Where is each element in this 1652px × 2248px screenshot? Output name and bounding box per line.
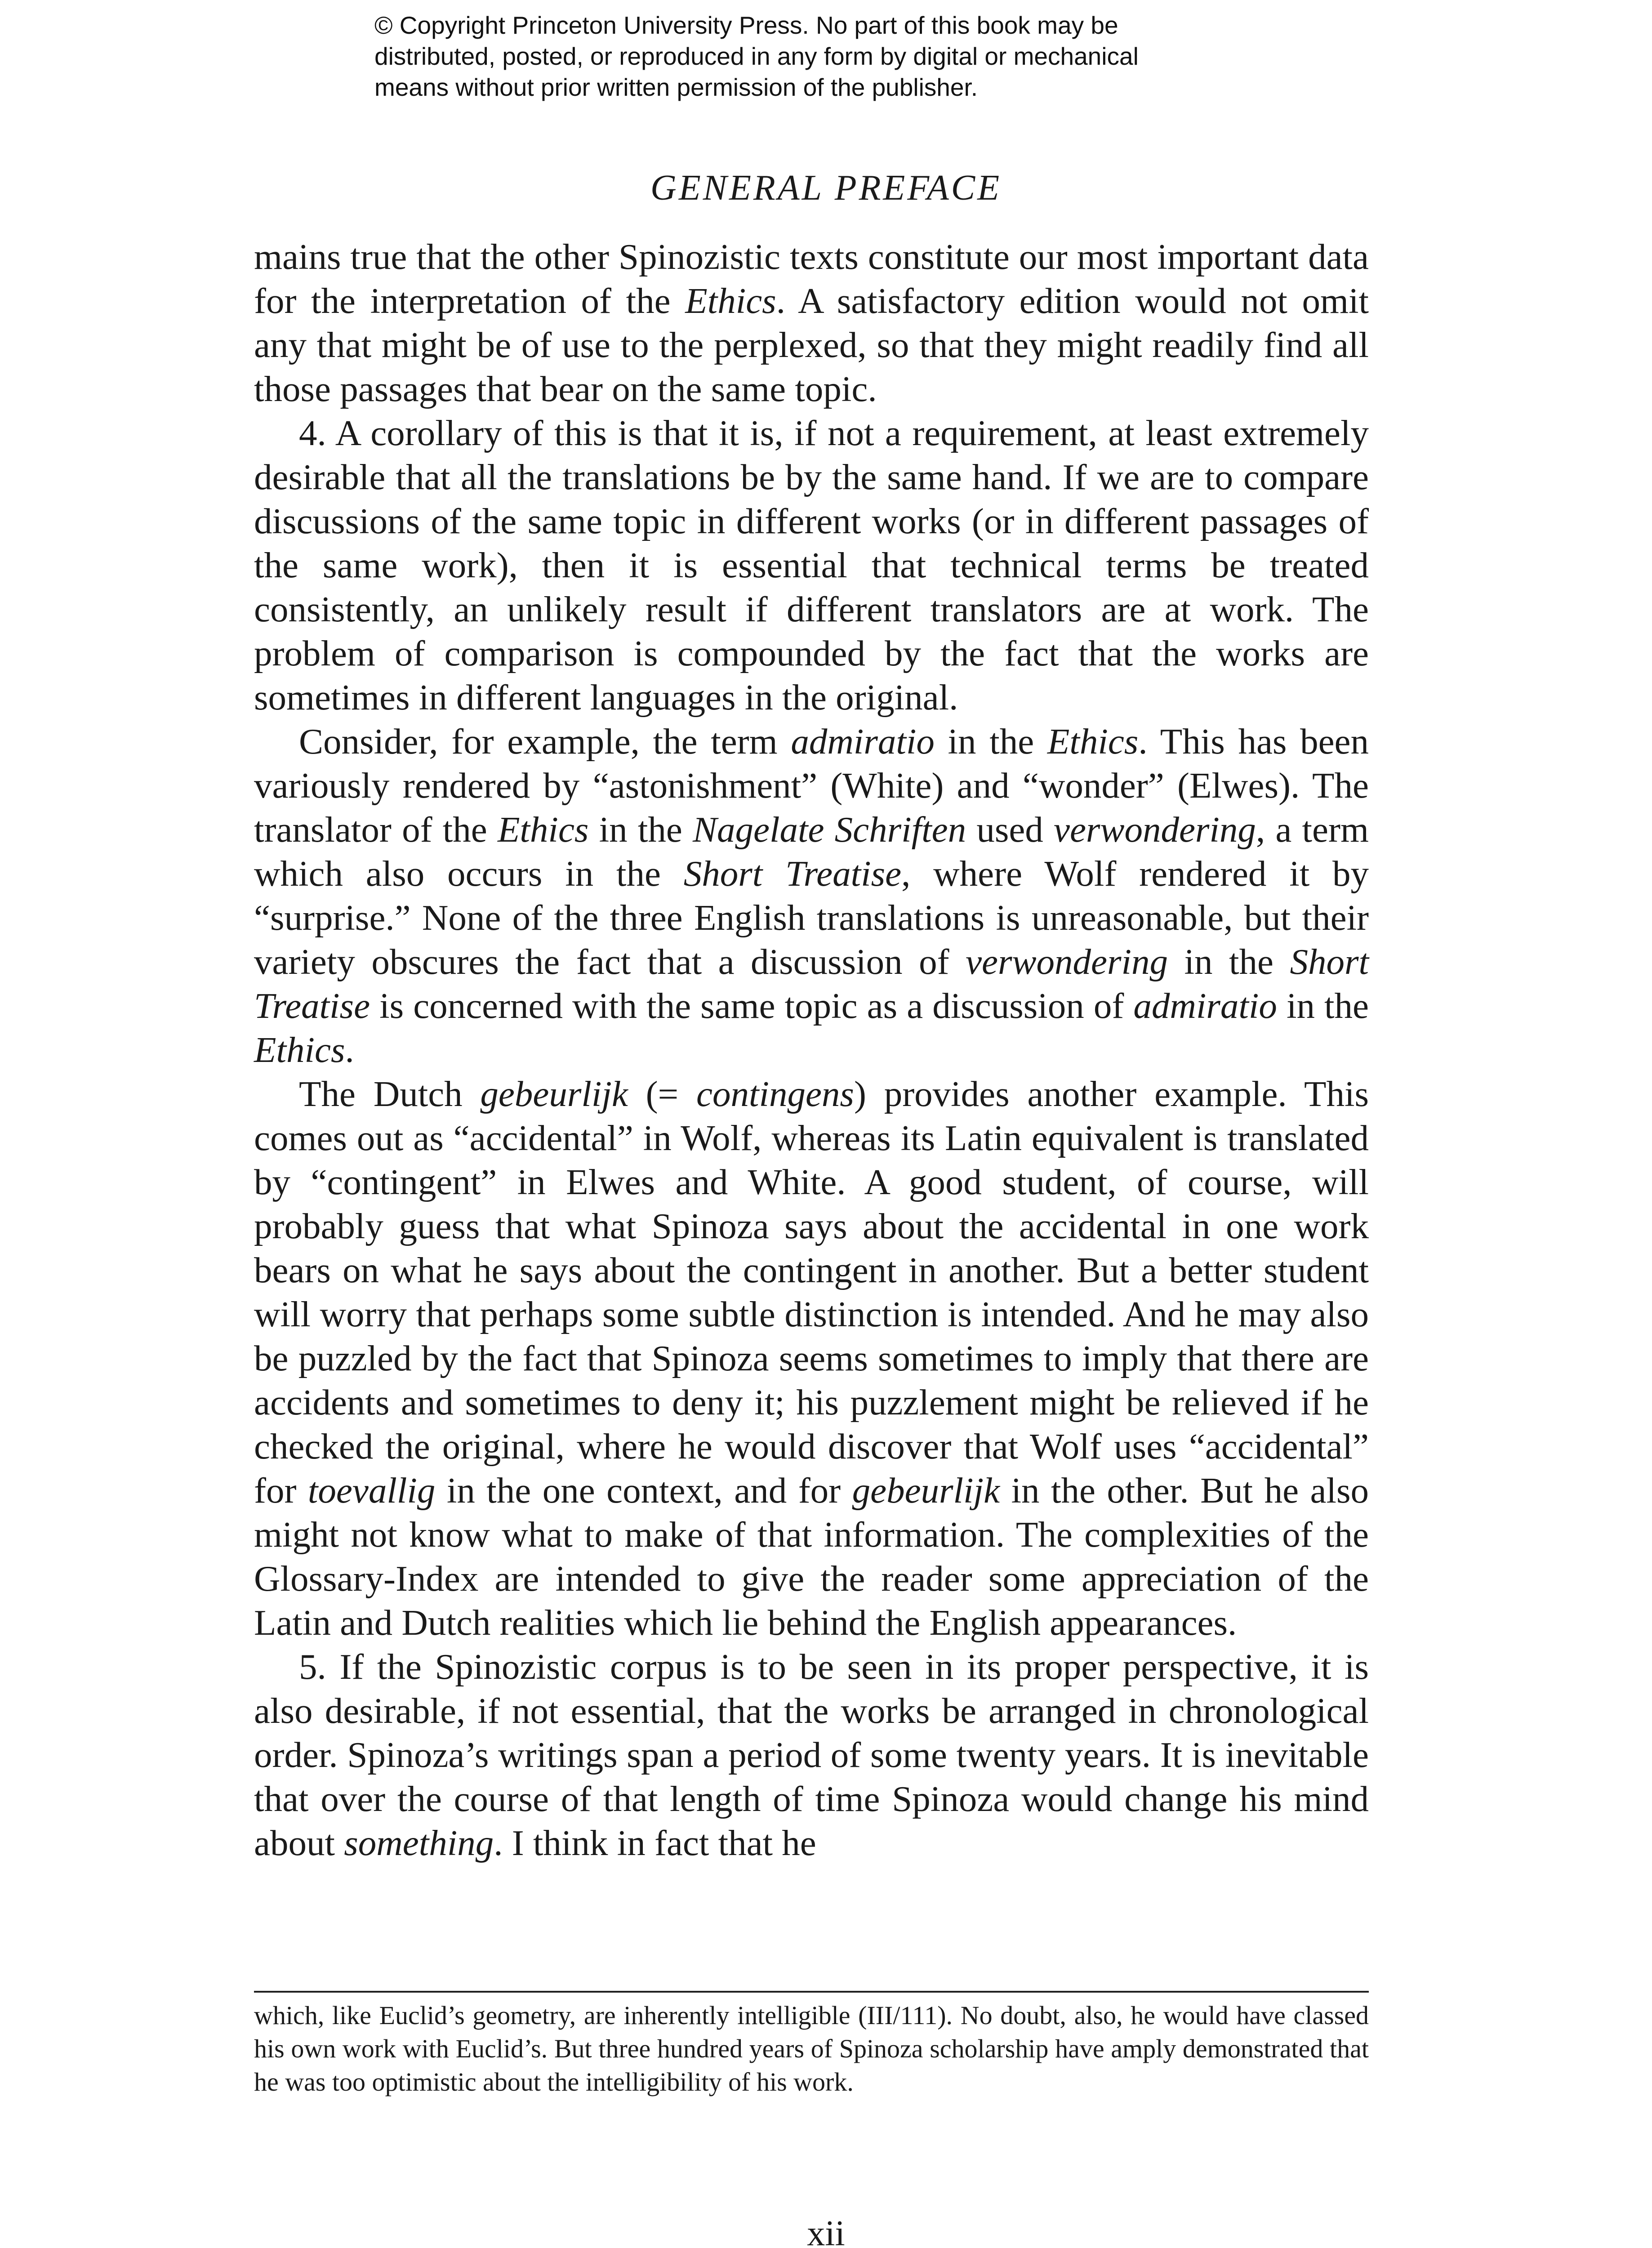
text-run: in the one context, and for bbox=[435, 1470, 852, 1511]
text-run: . This has been variously rendered by “astonishment” (White) and “wonder” (Elwes). The translator of the bbox=[254, 721, 1369, 850]
italic-run: admiratio bbox=[791, 721, 935, 762]
paragraph bbox=[254, 719, 1369, 1072]
copyright-notice bbox=[374, 10, 1363, 103]
text-run: in the bbox=[934, 721, 1047, 762]
text-run: Consider, for example, the term bbox=[299, 721, 791, 762]
italic-run: something bbox=[344, 1823, 494, 1863]
text-run: The Dutch bbox=[299, 1074, 481, 1114]
text-run: , where Wolf rendered it by “surprise.” None of the three English translations is unreasonable, but their variety obscures the fact that a discussion of bbox=[254, 853, 1369, 982]
italic-run: Ethics bbox=[1047, 721, 1139, 762]
italic-run: toevallig bbox=[307, 1470, 436, 1511]
text-run: is concerned with the same topic as a discussion of bbox=[370, 986, 1134, 1026]
italic-run: Nagelate Schriften bbox=[693, 809, 966, 850]
text-run: . A satisfactory edition would not omit any that might be of use to the perplexed, so that they might readily find all those passages that bear on the same topic. bbox=[254, 281, 1369, 409]
body-text bbox=[254, 235, 1369, 1865]
italic-run: verwondering bbox=[966, 941, 1168, 982]
copyright-line: means without prior written permission of the publisher. bbox=[374, 73, 978, 101]
copyright-line: © Copyright Princeton University Press. No part of this book may be bbox=[374, 11, 1118, 39]
text-run: in the bbox=[1277, 986, 1369, 1026]
text-run: in the bbox=[1168, 941, 1290, 982]
copyright-line: distributed, posted, or reproduced in any form by digital or mechanical bbox=[374, 42, 1139, 70]
paragraph bbox=[254, 411, 1369, 719]
footnote: which, like Euclid’s geometry, are inherently intelligible (III/111). No doubt, also, he would have classed his own work with Euclid’s. But three hundred years of Spinoza scholarship have amply demonstrated that he was too optimistic about the intelligibility of his work. bbox=[254, 2001, 1369, 2096]
text-run: . I think in fact that he bbox=[494, 1823, 816, 1863]
running-head: GENERAL PREFACE bbox=[650, 168, 1002, 208]
italic-run: Ethics bbox=[254, 1030, 345, 1070]
italic-run: verwondering bbox=[1054, 809, 1256, 850]
text-run: . bbox=[345, 1030, 354, 1070]
paragraph bbox=[254, 1645, 1369, 1865]
text-run: ) provides another example. This comes out as “accidental” in Wolf, whereas its Latin equivalent is translated by “contingent” in Elwes and White. A good student, of course, will probably guess that what Spinoza says about the accidental in one work bears on what he says about the contingent in another. But a better student will worry that perhaps some subtle distinction is intended. And he may also be puzzled by the fact that Spinoza seems sometimes to imply that there are accidents and sometimes to deny it; his puzzlement might be relieved if he checked the original, where he would discover that Wolf uses “accidental” for bbox=[254, 1074, 1369, 1511]
italic-run: Short Treatise bbox=[683, 853, 902, 894]
footnote-rule bbox=[254, 1991, 1369, 1993]
text-run: used bbox=[966, 809, 1054, 850]
italic-run: contingens bbox=[696, 1074, 854, 1114]
text-run: 4. A corollary of this is that it is, if not a requirement, at least extremely desirable that all the translations be by the same hand. If we are to compare discussions of the same topic in different works (or in different passages of the same work), then it is essential that technical terms be treated consistently, an unlikely result if different translators are at work. The problem of comparison is compounded by the fact that the works are sometimes in different languages in the original. bbox=[254, 413, 1369, 718]
italic-run: Ethics bbox=[497, 809, 589, 850]
text-run: 5. If the Spinozistic corpus is to be seen in its proper perspective, it is also desirable, if not essential, that the works be arranged in chronological order. Spinoza’s writings span a period of some twenty years. It is inevitable that over the course of that length of time Spinoza would change his mind about bbox=[254, 1646, 1369, 1863]
italic-run: gebeurlijk bbox=[852, 1470, 1000, 1511]
paragraph bbox=[254, 235, 1369, 411]
page-number: xii bbox=[807, 2214, 845, 2248]
italic-run: Short Treatise bbox=[254, 941, 1369, 1026]
italic-run: Ethics bbox=[685, 281, 776, 321]
text-run: mains true that the other Spinozistic texts constitute our most important data for the interpretation of the bbox=[254, 236, 1369, 321]
text-run: in the bbox=[588, 809, 693, 850]
text-run: (= bbox=[628, 1074, 697, 1114]
italic-run: admiratio bbox=[1133, 986, 1277, 1026]
italic-run: gebeurlijk bbox=[480, 1074, 628, 1114]
text-run: , a term which also occurs in the bbox=[254, 809, 1369, 894]
text-run: in the other. But he also might not know what to make of that information. The complexities of the Glossary-Index are intended to give the reader some appreciation of the Latin and Dutch realities which lie behind the English appearances. bbox=[254, 1470, 1369, 1643]
paragraph bbox=[254, 1072, 1369, 1645]
